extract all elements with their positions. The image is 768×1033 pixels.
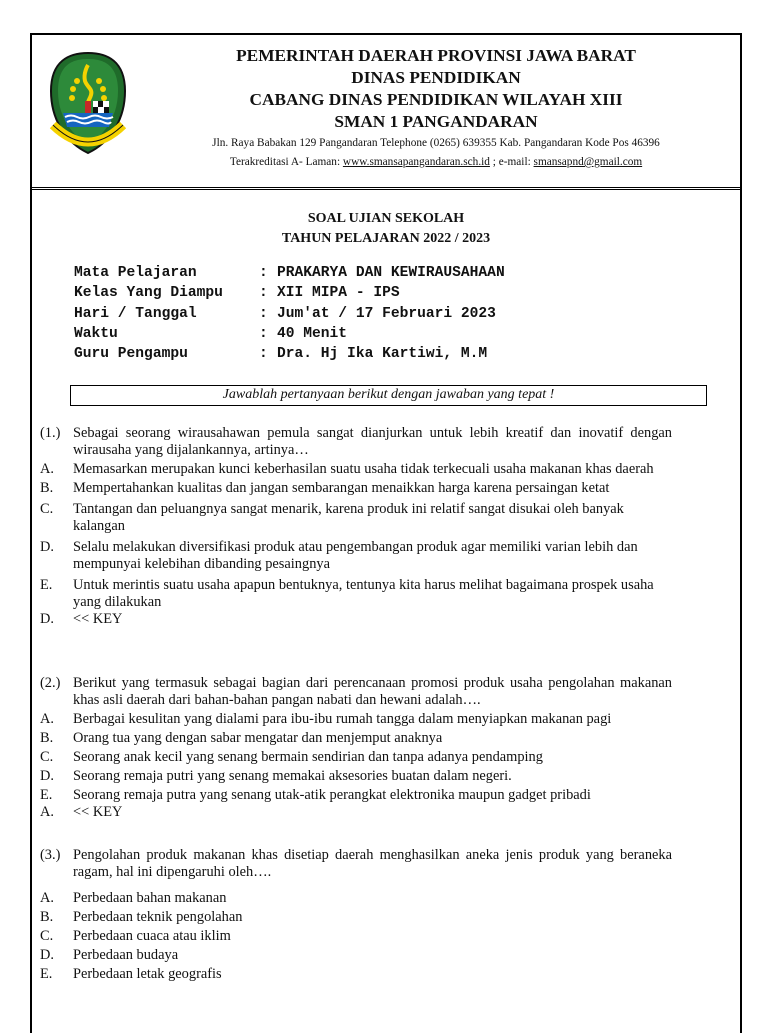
option-letter: C. xyxy=(40,501,54,517)
info-colon: : xyxy=(259,346,268,363)
option-text: Seorang remaja putra yang senang utak-atik perangkat elektronika maupun gadget pribadi xyxy=(73,787,591,803)
question-2 xyxy=(40,675,672,821)
info-colon: : xyxy=(259,285,268,302)
info-label: Hari / Tanggal xyxy=(74,305,197,322)
exam-title: SOAL UJIAN SEKOLAH xyxy=(307,211,465,226)
info-value: PRAKARYA DAN KEWIRAUSAHAAN xyxy=(277,265,505,281)
option-letter: C. xyxy=(40,749,54,765)
option-d[interactable] xyxy=(40,539,672,573)
document-page xyxy=(30,33,742,1033)
option-e[interactable] xyxy=(40,966,672,983)
kop-line-government: PEMERINTAH DAERAH PROVINSI JAWA BARAT xyxy=(236,46,636,65)
option-e[interactable] xyxy=(40,787,672,804)
kop-line-agency: DINAS PENDIDIKAN xyxy=(351,68,521,87)
option-letter: C. xyxy=(40,928,54,944)
option-letter: E. xyxy=(40,577,53,593)
option-text: Perbedaan bahan makanan xyxy=(73,890,227,906)
info-label: Guru Pengampu xyxy=(74,346,188,363)
option-text: Perbedaan cuaca atau iklim xyxy=(73,928,231,944)
info-label: Mata Pelajaran xyxy=(74,265,197,281)
option-letter: E. xyxy=(40,966,53,982)
option-letter: B. xyxy=(40,909,54,925)
option-text: Seorang anak kecil yang senang bermain sendirian dan tanpa adanya pendamping xyxy=(73,749,543,765)
option-a[interactable] xyxy=(40,890,672,907)
question-text: Sebagai seorang wirausahawan pemula sangat dianjurkan untuk lebih kreatif dan inovatif dengan wirausaha yang dijalankannya, artinya… xyxy=(73,425,672,458)
option-b[interactable] xyxy=(40,730,672,747)
accreditation-prefix: Terakreditasi A- Laman: xyxy=(229,156,343,168)
option-d[interactable] xyxy=(40,768,672,785)
option-c[interactable] xyxy=(40,928,672,945)
accreditation-line xyxy=(132,153,740,172)
option-letter: D. xyxy=(40,947,54,963)
info-row-time xyxy=(74,324,505,344)
option-letter: B. xyxy=(40,480,54,496)
info-colon: : xyxy=(259,305,268,322)
option-letter: D. xyxy=(40,539,54,555)
answer-key-label: << KEY xyxy=(73,804,123,820)
exam-info-table xyxy=(74,263,505,364)
info-colon: : xyxy=(259,265,268,281)
info-value: Jum'at / 17 Februari 2023 xyxy=(277,305,496,322)
info-value: Dra. Hj Ika Kartiwi, M.M xyxy=(277,346,488,363)
option-d[interactable] xyxy=(40,947,672,964)
option-letter: A. xyxy=(40,711,54,727)
school-address: Jln. Raya Babakan 129 Pangandaran Telephone (0265) 639355 Kab. Pangandaran Kode Pos 46396 xyxy=(212,137,660,149)
website-link[interactable]: www.smansapangandaran.sch.id xyxy=(342,156,490,168)
option-letter: D. xyxy=(40,768,54,784)
question-3 xyxy=(40,847,672,983)
answer-key-letter: D. xyxy=(40,611,54,627)
question-1 xyxy=(40,425,672,628)
info-label: Kelas Yang Diampu xyxy=(74,285,223,302)
exam-title-block xyxy=(32,209,740,249)
info-value: XII MIPA - IPS xyxy=(277,285,400,302)
question-text: Berikut yang termasuk sebagai bagian dari perencanaan promosi produk usaha pengolahan makanan khas asli daerah dari bahan-bahan pangan nabati dan hewani adalah…. xyxy=(73,675,672,708)
option-text: Tantangan dan peluangnya sangat menarik, karena produk ini relatif sangat disukai oleh banyak kalangan xyxy=(73,501,624,534)
info-value: 40 Menit xyxy=(277,325,348,342)
info-row-subject xyxy=(74,263,505,283)
email-prefix: ; e-mail: xyxy=(489,156,534,168)
info-row-date xyxy=(74,304,505,324)
answer-key xyxy=(40,611,672,628)
option-text: Mempertahankan kualitas dan jangan sembarangan menaikkan harga karena persaingan ketat xyxy=(73,480,610,496)
option-text: Selalu melakukan diversifikasi produk atau pengembangan produk agar memiliki varian lebih dan mempunyai kelebihan dibanding pesaingnya xyxy=(73,539,638,572)
option-e[interactable] xyxy=(40,577,672,611)
letterhead xyxy=(32,35,740,190)
kop-line-school: SMAN 1 PANGANDARAN xyxy=(334,112,538,131)
option-text: Berbagai kesulitan yang dialami para ibu-ibu rumah tangga dalam menyiapkan makanan pagi xyxy=(73,711,612,727)
option-text: Orang tua yang dengan sabar mengatar dan menjemput anaknya xyxy=(73,730,443,746)
option-letter: A. xyxy=(40,461,54,477)
option-text: Perbedaan teknik pengolahan xyxy=(73,909,243,925)
info-row-teacher xyxy=(74,344,505,364)
option-text: Memasarkan merupakan kunci keberhasilan suatu usaha tidak terkecuali usaha makanan khas daerah xyxy=(73,461,654,477)
question-number: (3.) xyxy=(40,847,61,863)
option-text: Perbedaan letak geografis xyxy=(73,966,222,982)
exam-year: TAHUN PELAJARAN 2022 / 2023 xyxy=(281,231,491,246)
option-letter: E. xyxy=(40,787,53,803)
answer-key-letter: A. xyxy=(40,804,54,820)
info-row-class xyxy=(74,283,505,303)
instruction-box: Jawablah pertanyaan berikut dengan jawaban yang tepat ! xyxy=(70,385,707,406)
info-label: Waktu xyxy=(74,325,118,342)
option-b[interactable] xyxy=(40,909,672,926)
option-c[interactable] xyxy=(40,501,672,535)
question-text: Pengolahan produk makanan khas disetiap daerah menghasilkan aneka jenis produk yang beraneka ragam, hal ini dipengaruhi oleh…. xyxy=(73,847,672,880)
option-text: Untuk merintis suatu usaha apapun bentuknya, tentunya kita harus melihat bagaimana prospek usaha yang dilakukan xyxy=(73,577,654,610)
answer-key-label: << KEY xyxy=(73,611,123,627)
option-a[interactable] xyxy=(40,711,672,728)
question-number: (1.) xyxy=(40,425,61,441)
answer-key xyxy=(40,804,672,821)
option-b[interactable] xyxy=(40,480,672,497)
email-link[interactable]: smansapnd@gmail.com xyxy=(533,156,643,168)
kop-line-branch: CABANG DINAS PENDIDIKAN WILAYAH XIII xyxy=(249,90,623,109)
option-c[interactable] xyxy=(40,749,672,766)
question-number: (2.) xyxy=(40,675,61,691)
option-text: Perbedaan budaya xyxy=(73,947,179,963)
option-a[interactable] xyxy=(40,461,672,478)
info-colon: : xyxy=(259,325,268,342)
option-letter: A. xyxy=(40,890,54,906)
west-java-emblem-logo xyxy=(47,51,129,155)
option-letter: B. xyxy=(40,730,54,746)
option-text: Seorang remaja putri yang senang memakai aksesories buatan dalam negeri. xyxy=(73,768,512,784)
